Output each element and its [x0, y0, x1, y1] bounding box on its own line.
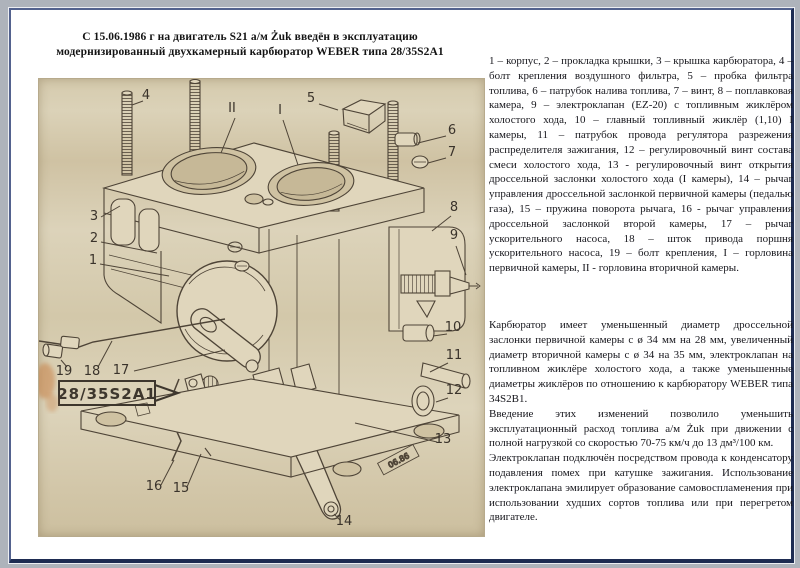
body-paragraph-2: Введение этих изменений позволило уменьшить эксплуатационный расход топлива а/м Żuk при движении с полной нагрузкой со скоростью 70-75 км/ч до 13 дм³/100 км.: [489, 407, 793, 450]
callout-leader-5: [319, 104, 338, 110]
callout-label-14: 14: [335, 514, 353, 529]
callout-leader-1: [100, 264, 169, 276]
body-paragraph-1: Карбюратор имеет уменьшенный диаметр дроссельной заслонки первичной камеры с ø 34 мм на 28 мм, увеличенный диаметр вторичной камеры с ø 34 на 35 мм, электроклапан на топливном жиклёре холостого хода, а также уменьшенные диаметры жиклёров по отношению к карбюратору WEBER типа 34S2B1.: [489, 318, 793, 405]
callout-label-4: 4: [141, 88, 151, 103]
callout-label-3: 3: [89, 209, 99, 224]
carburetor-line-art: [39, 79, 484, 536]
callout-label-I: I: [278, 103, 282, 118]
page-title: [25, 30, 475, 60]
callout-label-11: 11: [445, 348, 463, 363]
callout-label-9: 9: [449, 228, 459, 243]
callout-label-10: 10: [444, 320, 462, 335]
callout-label-15: 15: [172, 481, 190, 496]
callout-leader-6: [418, 136, 446, 143]
page-title-line2: модернизированный двухкамерный карбюратор WEBER типа 28/35S2A1: [56, 46, 444, 58]
callout-label-1: 1: [88, 253, 98, 268]
fuel-filter-plug: [343, 100, 385, 133]
callout-leader-12: [436, 398, 448, 402]
page-title-line1: С 15.06.1986 г на двигатель S21 а/м Żuk введён в эксплуатацию: [82, 31, 418, 43]
callout-label-13: 13: [434, 432, 452, 447]
callout-label-6: 6: [447, 123, 457, 138]
parts-legend: 1 – корпус, 2 – прокладка крышки, 3 – крышка карбюратора, 4 – болт крепления воздушного фильтра, 5 – пробка фильтра топлива, 6 – патрубок налива топлива, 7 – винт, 8 – поплавковая камера, 9 – электроклапан (EZ-20) с топливным жиклёром холостого хода, 10 – главный топливный жиклёр (1,10) I камеры, 11 – патрубок провода регулятора разрежения распределителя зажигания, 12 – регулировочный винт состава смеси холостого хода, 13 - регулировочный винт открытия дроссельной заслонки холостого хода (I камеры), 14 – рычаг управления дроссельной заслонкой первичной камеры (педалью газа), 15 – пружина поворота рычага, 16 - рычаг управления дроссельной заслонкой второй камеры, 17 – рычаг ускорительного насоса, 18 – шток привода поршня ускорительного насоса, 19 – болт крепления, I – горловина первичной камеры, II - горловина вторичной камеры.: [489, 55, 793, 275]
callout-label-8: 8: [449, 200, 459, 215]
callout-leader-7: [428, 158, 446, 163]
callout-label-19: 19: [55, 364, 73, 379]
callout-leader-17: [134, 350, 225, 371]
callout-label-16: 16: [145, 479, 163, 494]
text-column: [489, 54, 793, 525]
carburetor-figure: [38, 78, 485, 537]
callout-label-12: 12: [445, 383, 463, 398]
callout-label-5: 5: [306, 91, 316, 106]
callout-label-7: 7: [447, 145, 457, 160]
callout-label-18: 18: [83, 364, 101, 379]
type-stamp-text: 28/35S2A1: [57, 385, 157, 403]
slide-frame: [9, 8, 794, 563]
callout-label-II: II: [228, 101, 236, 116]
body-paragraph-3: Электроклапан подключён посредством провода к конденсатору подавления помех при катушке зажигания. Использование электроклапана эмилирует образование самовоспламенения при использовании худших сортов топлива или при перегретом двигателе.: [489, 452, 793, 524]
cast-date-mark: 06.86: [386, 451, 411, 470]
callout-label-2: 2: [89, 231, 99, 246]
callout-label-17: 17: [112, 363, 130, 378]
